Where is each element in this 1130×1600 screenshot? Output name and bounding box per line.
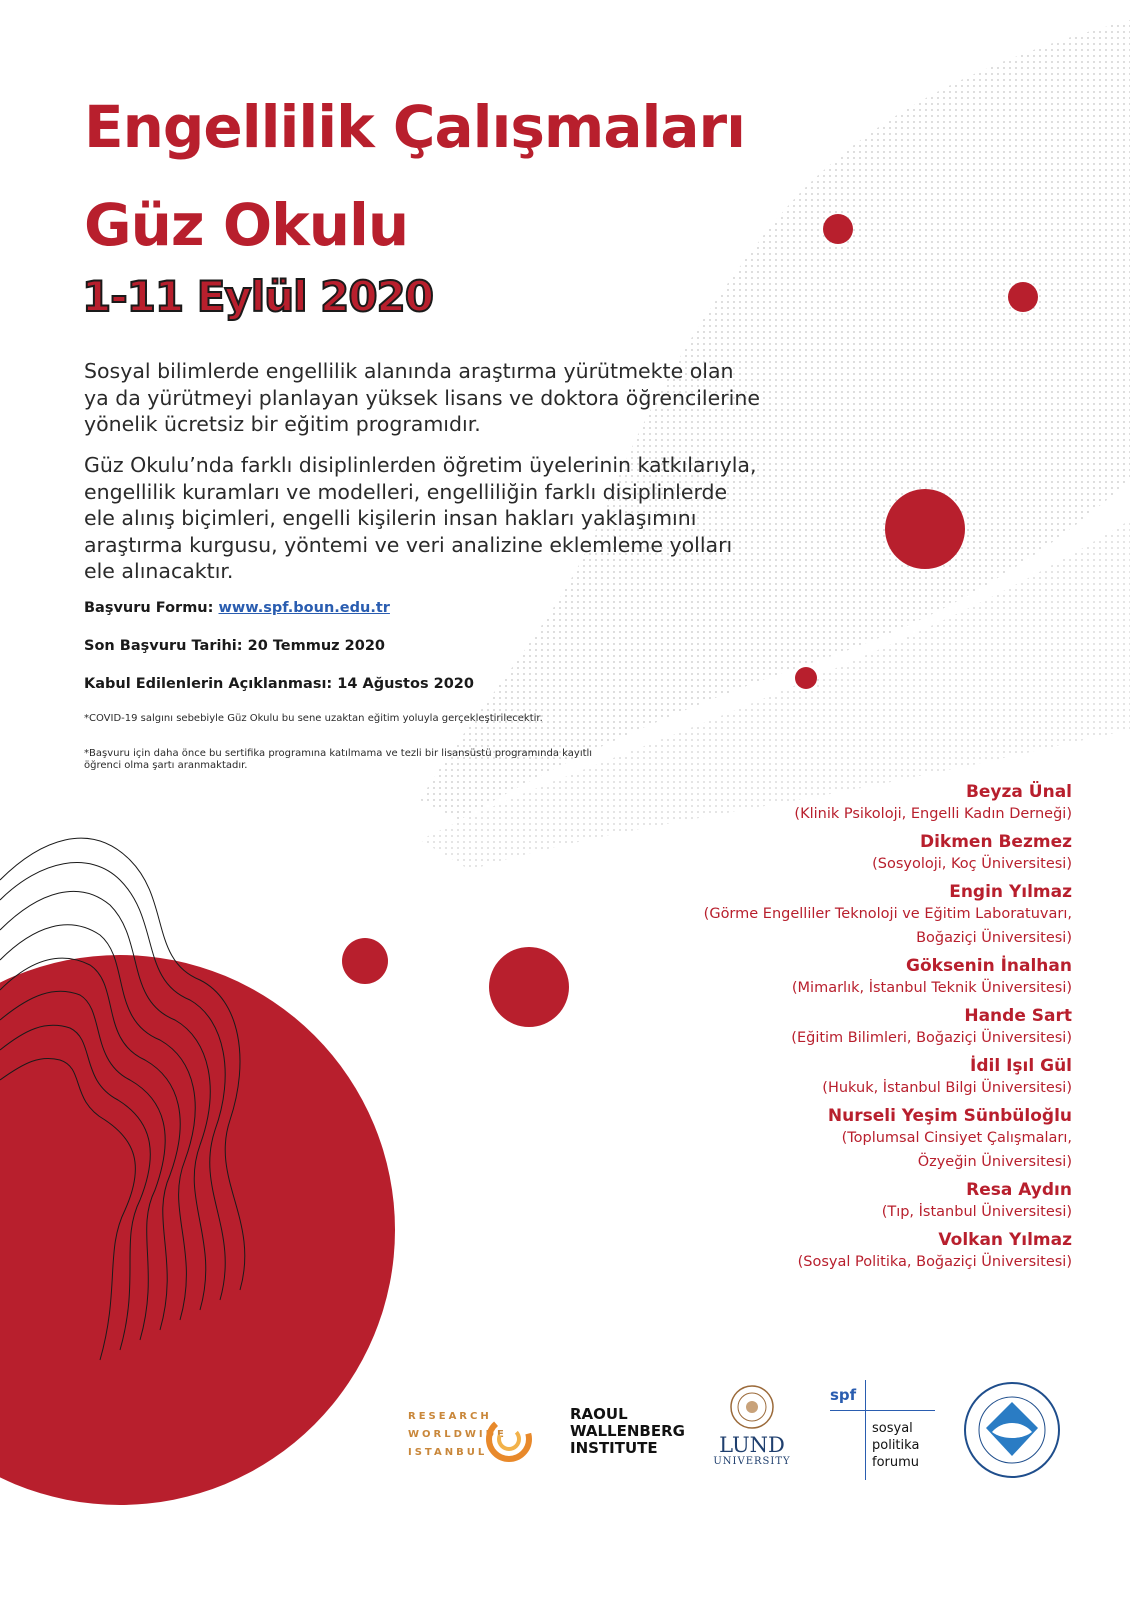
- description-paragraph-2: Güz Okulu’nda farklı disiplinlerden öğretim üyelerinin katkılarıyla, engellilik kuramları ve modelleri, engelliliğin farklı disiplinlerde ele alınış biçimleri, engelli kişilerin insan hakları yaklaşımını araştırma kurgusu, yöntemi ve veri analizine eklemleme yolları ele alınacaktır.: [84, 453, 757, 583]
- speaker-affiliation: (Sosyal Politika, Boğaziçi Üniversitesi): [797, 1254, 1072, 1270]
- speaker-affiliation-line-2: Boğaziçi Üniversitesi): [916, 930, 1072, 946]
- description-paragraph-1: Sosyal bilimlerde engellilik alanında araştırma yürütmekte olan ya da yürütmeyi planlayan yüksek lisans ve doktora öğrencilerine yönelik ücretsiz bir eğitim programıdır.: [84, 359, 760, 436]
- spf-divider: [865, 1380, 866, 1480]
- rwi-line-1: RESEARCH: [408, 1411, 492, 1422]
- deadline: Son Başvuru Tarihi: 20 Temmuz 2020: [84, 638, 386, 654]
- red-dot: [1008, 282, 1038, 312]
- rwi-line-3: ISTANBUL: [408, 1447, 488, 1458]
- speaker-name: Hande Sart: [964, 1006, 1072, 1026]
- lund-university-logo: [712, 1384, 792, 1467]
- speaker-name: İdil Işıl Gül: [970, 1056, 1072, 1076]
- lund-sub: UNIVERSITY: [713, 1456, 791, 1467]
- bogazici-logo: [962, 1380, 1062, 1484]
- covid-note: *COVID-19 salgını sebebiyle Güz Okulu bu sene uzaktan eğitim yoluyla gerçekleştirilecektir.: [84, 713, 543, 724]
- form-link[interactable]: www.spf.boun.edu.tr: [218, 600, 390, 616]
- speaker-item: [632, 956, 1072, 1000]
- speaker-name: Engin Yılmaz: [949, 882, 1072, 902]
- lund-seal-icon: [729, 1384, 775, 1430]
- speaker-item: [632, 1180, 1072, 1224]
- speaker-name: Dikmen Bezmez: [919, 832, 1072, 852]
- announcement-date: Kabul Edilenlerin Açıklanması: 14 Ağustos 2020: [84, 676, 474, 692]
- speaker-item: [632, 1056, 1072, 1100]
- spf-line-3: forumu: [872, 1455, 920, 1470]
- speaker-item: [632, 832, 1072, 876]
- speaker-affiliation: (Hukuk, İstanbul Bilgi Üniversitesi): [822, 1080, 1072, 1096]
- speaker-item: [632, 1006, 1072, 1050]
- speaker-affiliation: (Mimarlık, İstanbul Teknik Üniversitesi): [791, 980, 1072, 996]
- red-dot: [795, 667, 817, 689]
- page-title: [84, 78, 745, 274]
- bogazici-seal-icon: [962, 1380, 1062, 1480]
- speaker-item: [632, 882, 1072, 950]
- spf-line-2: politika: [872, 1438, 920, 1453]
- application-form-line: [84, 600, 390, 616]
- spf-line-1: sosyal: [872, 1421, 913, 1436]
- raoul-line-1: RAOUL: [570, 1405, 628, 1423]
- spf-logo: [830, 1380, 940, 1480]
- speaker-affiliation: (Eğitim Bilimleri, Boğaziçi Üniversitesi): [791, 1030, 1072, 1046]
- sponsor-logos: [0, 1380, 1130, 1500]
- red-dot: [489, 947, 569, 1027]
- eligibility-note: *Başvuru için daha önce bu sertifika programına katılmama ve tezli bir lisansüstü programında kayıtlı öğrenci olma şartı aranmaktadır.: [84, 748, 593, 771]
- rwi-logo: [408, 1408, 507, 1462]
- red-dot: [342, 938, 388, 984]
- speaker-affiliation: (Tıp, İstanbul Üniversitesi): [881, 1204, 1072, 1220]
- speaker-item: [632, 1106, 1072, 1174]
- form-label: Başvuru Formu:: [84, 600, 214, 616]
- speaker-affiliation: (Klinik Psikoloji, Engelli Kadın Derneği): [794, 806, 1072, 822]
- spf-abbr: spf: [830, 1386, 857, 1404]
- rwi-line-2: WORLDWIDE: [408, 1429, 507, 1440]
- raoul-line-3: INSTITUTE: [570, 1439, 658, 1457]
- speaker-name: Göksenin İnalhan: [906, 956, 1072, 976]
- speaker-affiliation: (Görme Engelliler Teknoloji ve Eğitim Laboratuvarı,: [703, 906, 1072, 922]
- speaker-name: Resa Aydın: [966, 1180, 1072, 1200]
- red-dot: [885, 489, 965, 569]
- speaker-affiliation-line-2: Özyeğin Üniversitesi): [917, 1154, 1072, 1170]
- red-dot: [823, 214, 853, 244]
- speaker-affiliation: (Sosyoloji, Koç Üniversitesi): [872, 856, 1072, 872]
- title-line-2: Güz Okulu: [84, 191, 409, 259]
- raoul-line-2: WALLENBERG: [570, 1422, 685, 1440]
- speaker-name: Volkan Yılmaz: [938, 1230, 1072, 1250]
- speaker-name: Beyza Ünal: [965, 782, 1072, 802]
- spf-divider-h: [830, 1410, 935, 1411]
- speaker-name: Nurseli Yeşim Sünbüloğlu: [827, 1106, 1072, 1126]
- speaker-item: [632, 1230, 1072, 1274]
- speaker-item: [632, 782, 1072, 826]
- speaker-affiliation: (Toplumsal Cinsiyet Çalışmaları,: [841, 1130, 1072, 1146]
- speaker-list: [632, 782, 1072, 1280]
- rwi-swirl-icon: [486, 1416, 532, 1462]
- raoul-wallenberg-logo: [570, 1406, 685, 1457]
- title-line-1: Engellilik Çalışmaları: [84, 93, 746, 161]
- event-date: 1-11 Eylül 2020: [82, 272, 434, 321]
- lund-name: LUND: [719, 1433, 785, 1457]
